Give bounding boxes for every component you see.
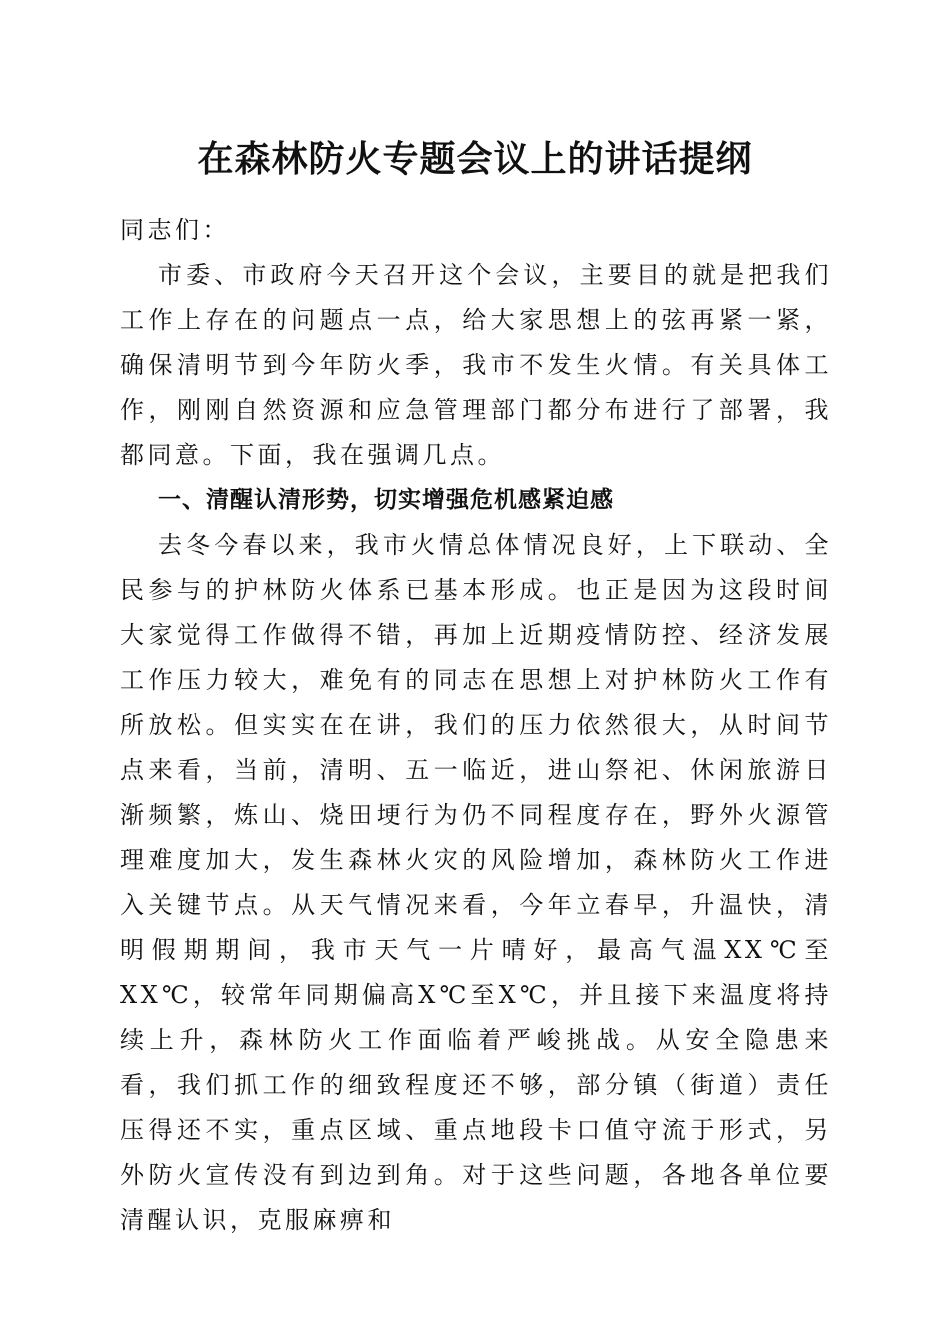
intro-paragraph: 市委、市政府今天召开这个会议，主要目的就是把我们工作上存在的问题点一点，给大家思想上的弦再紧一紧，确保清明节到今年防火季，我市不发生火情。有关具体工作，刚刚自然资源和应急管理部门都分布进行了部署，我都同意。下面，我在强调几点。 (120, 261, 832, 469)
section-heading: 一、清醒认清形势，切实增强危机感紧迫感 (158, 487, 614, 513)
document-title: 在森林防火专题会议上的讲话提纲 (197, 138, 753, 180)
body-paragraph: 去冬今春以来，我市火情总体情况良好，上下联动、全民参与的护林防火体系已基本形成。也正是因为这段时间大家觉得工作做得不错，再加上近期疫情防控、经济发展工作压力较大，难免有的同志在思想上对护林防火工作有所放松。但实实在在讲，我们的压力依然很大，从时间节点来看，当前，清明、五一临近，进山祭祀、休闲旅游日渐频繁，炼山、烧田埂行为仍不同程度存在，野外火源管理难度加大，发生森林火灾的风险增加，森林防火工作进入关键节点。从天气情况来看，今年立春早，升温快，清明假期期间，我市天气一片晴好，最高气温XX℃至XX℃，较常年同期偏高X℃至X℃，并且接下来温度将持续上升，森林防火工作面临着严峻挑战。从安全隐患来看，我们抓工作的细致程度还不够，部分镇（街道）责任压得还不实，重点区域、重点地段卡口值守流于形式，另外防火宣传没有到边到角。对于这些问题，各地各单位要清醒认识，克服麻痹和 (120, 531, 832, 1234)
document-body (120, 208, 832, 1243)
salutation: 同志们： (120, 216, 230, 244)
